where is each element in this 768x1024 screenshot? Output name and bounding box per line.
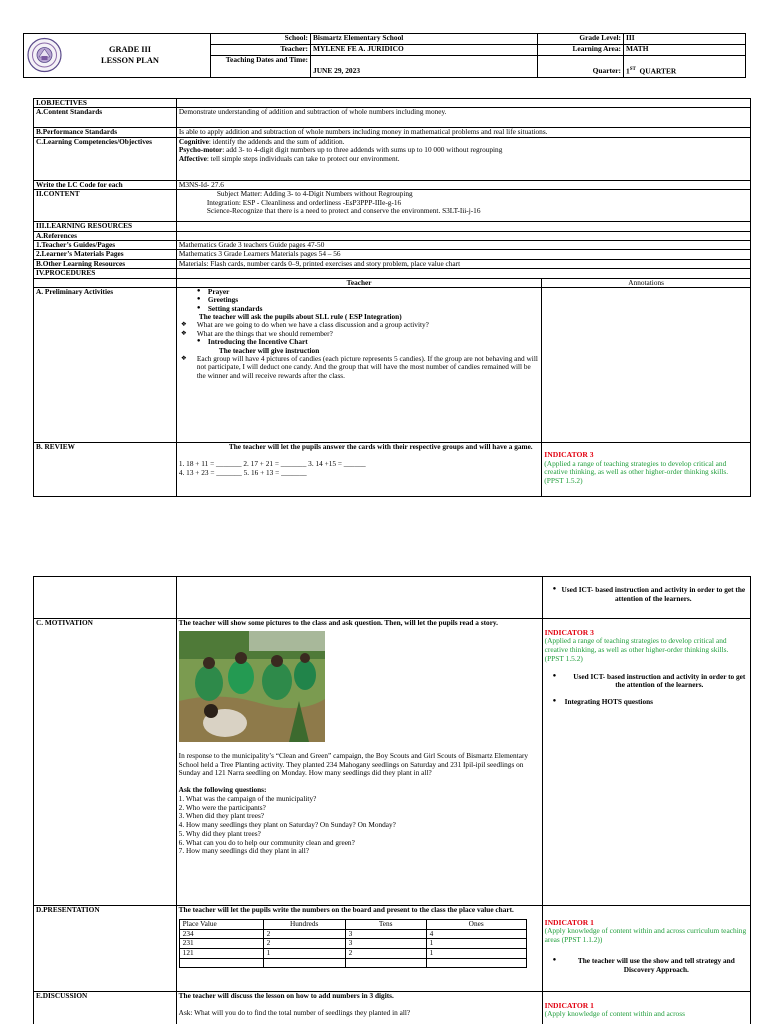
ict-note: ● Used ICT- based instruction and activity in order to get the attention of the learners. [545,586,748,604]
pv-cell: 3 [345,929,426,939]
presentation-intro: The teacher will let the pupils write the numbers on the board and present to the class the place value chart. [178,905,514,914]
question-item: 2. Who were the participants? [178,802,266,812]
pv-header: Place Value [179,919,263,929]
presentation-label: D.PRESENTATION [34,906,177,992]
lc-code-label: Write the LC Code for each [34,180,177,189]
competencies-text [176,137,750,180]
question-item: ❖ What are we going to do when we have a class discussion and a group activity? [179,321,539,329]
pv-cell [345,958,426,967]
content-standards-label: A.Content Standards [34,108,177,128]
pv-cell: 2 [263,929,345,939]
school-value: Bismartz Elementary School [311,34,538,45]
presentation-annotation [542,906,750,992]
table-row [179,929,526,939]
learning-area-label: Learning Area: [538,45,624,56]
place-value-chart [179,919,527,968]
review-items-row2: 4. 13 + 23 = _______ 5. 16 + 13 = _______ [178,467,307,477]
review-label: B. REVIEW [34,442,177,496]
pv-cell: 1 [426,949,526,959]
content-standards-text: Demonstrate understanding of addition and subtraction of whole numbers including money. [176,108,750,128]
ict-annotation [542,577,750,619]
pv-cell [263,958,345,967]
question-item: 3. When did they plant trees? [178,811,265,821]
story-text: In response to the municipality’s “Clean and Green” campaign, the Boy Scouts and Girl Scouts of Bismartz Elementary School held a Tree Planting activity. They planted 234 Mahogany seedlings on Saturday and 231 Ipil-ipil seedlings on Sunday and 121 Narra seedling on Monday. How many seedlings did they plant in all? [178,750,529,778]
motivation-label: C. MOTIVATION [34,619,177,906]
preliminary-label: A. Preliminary Activities [34,287,177,442]
pv-cell: 3 [345,939,426,949]
resources-heading: III.LEARNING RESOURCES [34,222,177,231]
incentive-list [179,338,539,346]
question-item: 6. What can you do to help our community clean and green? [178,837,355,847]
review-content [176,442,541,496]
presentation-content [176,906,542,992]
discussion-content [176,992,542,1024]
teacher-label: Teacher: [211,45,311,56]
lesson-table-page2 [33,576,751,1024]
tree-planting-photo [179,631,325,742]
discussion-label: E.DISCUSSION [34,992,177,1024]
quarter-value [624,56,746,78]
list-item: ● Prayer [197,288,539,296]
cognitive-text: : identify the addends and the sum of addition. [208,136,345,146]
content-heading: II.CONTENT [34,190,177,222]
school-label: School: [211,34,311,45]
title-cell [24,34,211,78]
hots-note: ● Integrating HOTS questions [545,698,748,707]
indicator-3-text: (Applied a range of teaching strategies to develop critical and creative thinking, as well as other higher-order thinking skills. (PPST 1.5.2) [544,636,729,663]
preliminary-list [179,288,539,313]
list-item: ● Introducing the Incentive Chart [197,338,539,346]
candies-rule: ❖ Each group will have 4 pictures of candies (each picture represents 5 candies). If the group are not behaving and will not participate, I will deduct one candy. And the group that will have the most number of candies remained will be the winner and will receive rewards after the class. [179,355,539,380]
integration: Integration: ESP - Cleanliness and orderliness -EsP3PPP-IIIe-g-16 [206,197,402,207]
motivation-intro: The teacher will show some pictures to the class and ask question. Then, will let the pupils read a story. [178,618,499,627]
objectives-heading: I.OBJECTIVES [34,99,177,108]
pv-cell: 4 [426,929,526,939]
indicator-3-text: (Applied a range of teaching strategies to develop critical and creative thinking, as well as other higher-order thinking skills. (PPST 1.5.2) [544,458,729,485]
question-item: 4. How many seedlings they plant on Saturday? On Sunday? On Monday? [178,820,396,829]
review-annotation [542,442,751,496]
ict-note: ● Used ICT- based instruction and activity in order to get the attention of the learners. [545,673,748,691]
content-text [176,190,750,222]
review-intro: The teacher will let the pupils answer the cards with their respective groups and will have a game. [228,441,533,451]
sll-instruction: The teacher will ask the pupils about SLL rule ( ESP Integration) [198,312,402,322]
quarter-number: 1 [626,66,630,76]
teacher-column-header: Teacher [176,278,541,287]
header-table [23,33,746,78]
table-row [179,949,526,959]
annotations-column-header: Annotations [542,278,751,287]
psychomotor-text: : add 3- to 4-digit digit numbers up to three addends with sums up to 10 000 without regrouping [222,145,503,155]
indicator-3-title: INDICATOR 3 [544,628,594,637]
table-row [179,958,526,967]
pv-cell: 1 [426,939,526,949]
other-resources-text: Materials: Flash cards, number cards 0–9, printed exercises and story problem, place value chart [176,259,750,268]
motivation-annotation [542,619,750,906]
teacher-value: MYLENE FE A. JURIDICO [311,45,538,56]
pv-header: Tens [345,919,426,929]
quarter-word: QUARTER [639,66,677,76]
learners-materials-text: Mathematics 3 Grade Learners Materials pages 54 – 56 [176,250,750,259]
performance-standards-text: Is able to apply addition and subtraction of whole numbers including money in mathematical problems and real life situations. [176,128,750,137]
pv-header: Hundreds [263,919,345,929]
list-item: ● Greetings [197,296,539,304]
quarter-label: Quarter: [538,56,624,78]
lc-code-value: M3NS-Id- 27.6 [176,180,750,189]
pv-cell: 2 [263,939,345,949]
teachers-guide-text: Mathematics Grade 3 teachers Guide pages 47-50 [176,240,750,249]
pv-cell: 121 [179,949,263,959]
grade-level-value: III [624,34,746,45]
grade-level-label: Grade Level: [538,34,624,45]
pv-cell [426,958,526,967]
motivation-content [176,619,542,906]
lesson-table-page1 [33,98,751,497]
psychomotor-label: Psycho-motor [178,145,223,155]
pv-cell: 2 [345,949,426,959]
competencies-label: C.Learning Competencies/Objectives [34,137,177,180]
pv-header: Ones [426,919,526,929]
indicator-3-title: INDICATOR 3 [544,449,594,459]
discussion-annotation [542,992,750,1024]
learners-materials-label: 2.Learner’s Materials Pages [34,250,177,259]
indicator-1-title: INDICATOR 1 [544,1001,594,1010]
procedures-heading: IV.PROCEDURES [34,269,177,278]
pv-cell [179,958,263,967]
indicator-1-text: (Apply knowledge of content within and across curriculum teaching areas (PPST 1.1.2)) [544,926,747,944]
table-row [179,939,526,949]
question-item: 5. Why did they plant trees? [178,828,261,838]
dates-label: Teaching Dates and Time: [211,56,311,78]
quarter-sup: ST [629,66,636,72]
cognitive-label: Cognitive [178,136,209,146]
indicator-1-title: INDICATOR 1 [544,918,594,927]
references-label: A.References [34,231,177,240]
discussion-ask: Ask: What will you do to find the total number of seedlings they planted in all? [178,1007,411,1017]
pv-cell: 234 [179,929,263,939]
review-items-row1: 1. 18 + 11 = _______ 2. 17 + 21 = _______ 3. 14 +15 = ______ [178,459,366,469]
pv-cell: 231 [179,939,263,949]
preliminary-content [176,287,541,442]
list-item: ● Setting standards [197,305,539,313]
question-item: 1. What was the campaign of the municipality? [178,793,317,803]
question-item: ❖ What are the things that we should remember? [179,330,539,338]
date-value: JUNE 29, 2023 [311,56,538,78]
lesson-plan-title: LESSON PLAN [101,55,159,65]
teachers-guide-label: 1.Teacher’s Guides/Pages [34,240,177,249]
learning-area-value: MATH [624,45,746,56]
instruction-note: The teacher will give instruction [218,345,320,355]
ask-title: Ask the following questions: [178,785,267,794]
affective-text: : tell simple steps individuals can take to protect our environment. [206,153,400,163]
subject-matter: Subject Matter: Adding 3- to 4-Digit Numbers without Regrouping [216,189,413,199]
other-resources-label: B.Other Learning Resources [34,259,177,268]
performance-standards-label: B.Performance Standards [34,128,177,137]
grade-title: GRADE III [108,45,152,54]
indicator-1-text-partial: (Apply knowledge of content within and across [544,1009,685,1019]
discussion-intro: The teacher will discuss the lesson on how to add numbers in 3 digits. [178,991,394,1000]
pv-cell: 1 [263,949,345,959]
affective-label: Affective [178,153,207,163]
question-item: 7. How many seedlings did they plant in all? [178,846,309,856]
show-tell-note: ● The teacher will use the show and tell strategy and Discovery Approach. [545,957,748,975]
science-integration: Science-Recognize that there is a need to protect and conserve the environment. S3LT-Iii-j-16 [206,205,481,215]
